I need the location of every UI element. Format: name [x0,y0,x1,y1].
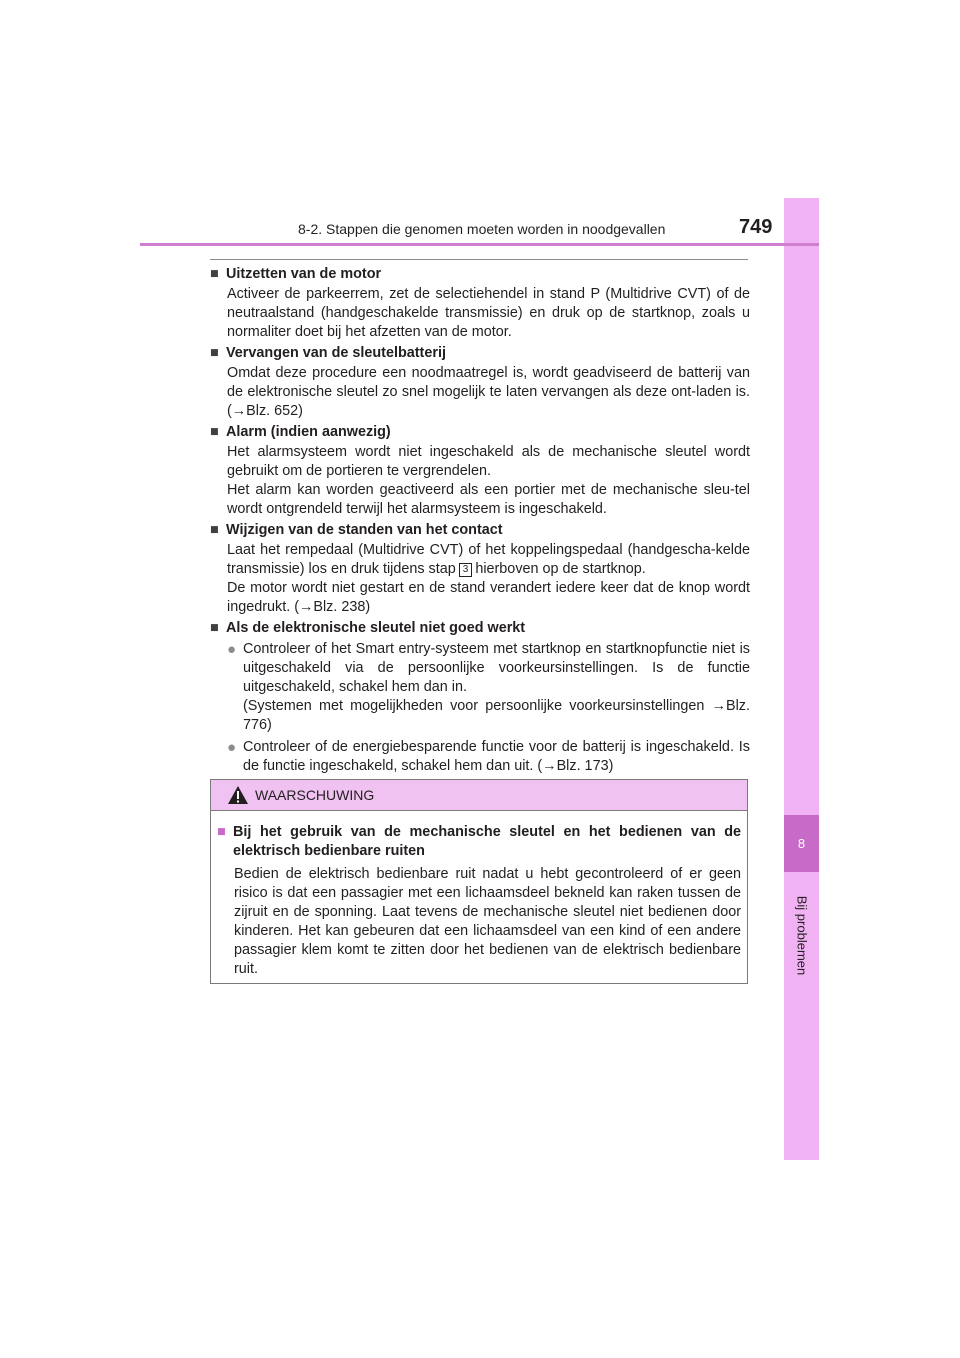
square-bullet-icon: ■ [210,522,219,538]
square-bullet-icon: ■ [210,266,219,282]
content-divider [210,259,748,260]
section-title: Uitzetten van de motor [226,266,382,282]
section-engine-off [210,265,750,342]
running-title: 8-2. Stappen die genomen moeten worden in noodgevallen [298,221,666,237]
chapter-label: Bij problemen [794,895,809,975]
circle-bullet-icon: ● [227,739,237,756]
section-key-battery [210,344,750,421]
list-item: ● Controleer of het Smart entry-systeem met startknop en startknopfunctie niet is uitgeschakeld via de persoonlijke voorkeursinstellingen. Is de functie uitgeschakeld, schakel hem dan in. (Systemen met mogelijkheden voor persoonlijke voorkeursinstellingen →Blz. 776) [227,641,750,733]
section-body-2: Het alarm kan worden geactiveerd als een portier met de mechanische sleu-tel wordt ontgrendeld terwijl het alarmsysteem is ingeschakeld. [227,482,750,517]
section-key-malfunction [210,619,750,776]
section-alarm [210,423,750,519]
section-title: Alarm (indien aanwezig) [226,424,391,440]
section-body: Activeer de parkeerrem, zet de selectiehendel in stand P (Multidrive CVT) of de neutraalstand (handgeschakelde transmissie) en druk op de startknop, zoals u normaliter doet bij het afzetten van de motor. [227,286,750,340]
section-title: Wijzigen van de standen van het contact [226,522,503,538]
square-bullet-icon: ■ [210,424,219,440]
page-number: 749 [739,216,773,238]
chapter-number: 8 [784,815,819,872]
chapter-side-tab [784,198,819,1160]
square-bullet-icon: ■ [217,824,226,840]
section-title: Vervangen van de sleutelbatterij [226,345,446,361]
step-number-box: 3 [459,563,473,577]
square-bullet-icon: ■ [210,620,219,636]
section-body: Het alarmsysteem wordt niet ingeschakeld als de mechanische sleutel wordt gebruikt om de portieren te vergrendelen. [227,444,750,479]
square-bullet-icon: ■ [210,345,219,361]
warning-header [211,780,747,811]
section-title: Als de elektronische sleutel niet goed werkt [226,620,526,636]
warning-triangle-icon [227,785,249,805]
header-divider [140,243,819,246]
warning-text: Bedien de elektrisch bedienbare ruit nadat u hebt gecontroleerd of er geen risico is dat een passagier met een lichaamsdeel bekneld kan raken tussen de zijruit en de sponning. Laat tevens de mechanische sleutel niet bedienen door kinderen. Het kan gebeuren dat een lichaamsdeel van een kind of een andere passagier klem komt te zitten door het bedienen van de elektrisch bedienbare ruit. [234,866,741,977]
section-ignition-modes [210,521,750,617]
circle-bullet-icon: ● [227,641,237,658]
section-body-2: De motor wordt niet gestart en de stand verandert iedere keer dat de knop wordt ingedrukt. (→Blz. 238) [227,580,750,615]
list-item: ● Controleer of de energiebesparende functie voor de batterij is ingeschakeld. Is de functie ingeschakeld, schakel hem dan uit. (→Blz. 173) [227,739,750,774]
section-body: Omdat deze procedure een noodmaatregel is, wordt geadviseerd de batterij van de elektronische sleutel zo snel mogelijk te laten vervangen als deze ont-laden is. (→Blz. 652) [227,365,750,419]
warning-box [210,779,748,984]
chapter-label-container [784,880,819,990]
page-content [210,265,750,779]
warning-title: Bij het gebruik van de mechanische sleutel en het bedienen van de elektrisch bedienbare ruiten [233,824,741,859]
warning-label: WAARSCHUWING [255,787,375,803]
section-body: Laat het rempedaal (Multidrive CVT) of het koppelingspedaal (handgescha-kelde transmissie) los en druk tijdens stap 3 hierboven op de startknop. [227,542,750,577]
